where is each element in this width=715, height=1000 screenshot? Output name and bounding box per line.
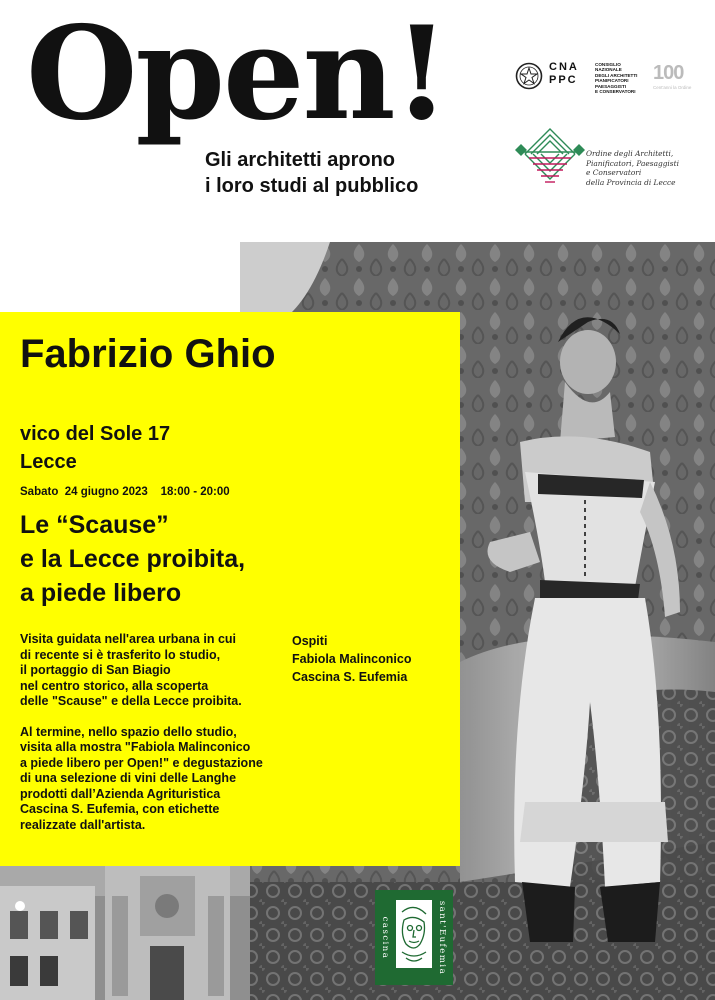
cascina-logo (375, 890, 453, 985)
council-line: CONSIGLIO NAZIONALE (595, 62, 622, 73)
ordine-logo (515, 124, 700, 196)
council-line: DEGLI ARCHITETTI (595, 72, 638, 78)
ordine-line: e Conservatori (586, 168, 642, 178)
description-line: nel centro storico, alla scoperta (20, 678, 209, 693)
description-line: Cascina S. Eufemia, con etichette (20, 802, 220, 816)
address-city: Lecce (20, 451, 77, 473)
face-drawing-icon (396, 900, 432, 968)
event-title (20, 508, 245, 610)
centenary-subtext: Cent'anni la Ordine (653, 85, 692, 90)
event-title-line: Le “Scause” (20, 511, 169, 539)
description-line: Visita guidata nell'area urbana in cui (20, 632, 237, 646)
event-description (20, 632, 290, 833)
ordine-text (586, 149, 701, 187)
poster-subtitle (205, 147, 418, 199)
description-line: di una selezione di vini delle Langhe (20, 771, 237, 785)
cnappc-logo (515, 61, 700, 95)
council-text (595, 62, 647, 94)
architect-name: Fabrizio Ghio (20, 332, 276, 376)
ordine-line: Pianificatori, Paesaggisti (586, 158, 679, 168)
cna-line-2: PPC (549, 74, 578, 86)
guest-name: Cascina S. Eufemia (292, 670, 408, 684)
council-line: PAESAGGISTI (595, 83, 627, 89)
republic-emblem-icon (515, 62, 543, 90)
council-line: PIANIFICATORI (595, 78, 629, 84)
town-photo (0, 866, 250, 1000)
ordine-line: Ordine degli Architetti, (586, 149, 674, 158)
event-title-line: e la Lecce proibita, (20, 545, 246, 573)
studio-address (20, 420, 170, 476)
cascina-face-panel (396, 900, 432, 968)
description-line: visita alla mostra "Fabiola Malinconico (20, 740, 251, 754)
description-line: delle "Scause" e della Lecce proibita. (20, 694, 242, 708)
event-date-time: Sabato 24 giugno 2023 18:00 - 20:00 (20, 486, 230, 498)
sant-eufemia-text: sant'Eufemia (437, 900, 447, 975)
poster-title: Open! (26, 0, 448, 149)
address-street: vico del Sole 17 (20, 423, 171, 445)
council-line: E CONSERVATORI (595, 89, 636, 95)
description-line: a piede libero per Open!" e degustazione (20, 755, 263, 770)
ordine-line: della Provincia di Lecce (586, 177, 676, 187)
event-title-line: a piede libero (20, 579, 182, 607)
subtitle-line-1: Gli architetti aprono (205, 149, 396, 171)
centenary-number: 100 (653, 62, 684, 84)
guest-name: Fabiola Malinconico (292, 652, 412, 666)
description-line: di recente si è trasferito lo studio, (20, 647, 221, 662)
cna-line-1: CNA (549, 61, 579, 73)
guests-label: Ospiti (292, 634, 328, 648)
description-line: Al termine, nello spazio dello studio, (20, 724, 237, 739)
description-line: prodotti dall’Azienda Agrituristica (20, 786, 221, 801)
cascina-text: cascina (380, 916, 390, 959)
description-line: il portaggio di San Biagio (20, 663, 171, 677)
description-line: realizzate dall'artista. (20, 817, 146, 832)
paragraph-gap (20, 710, 290, 725)
ordine-lattice-icon (515, 124, 585, 196)
guests-block (292, 632, 411, 686)
subtitle-line-2: i loro studi al pubblico (205, 175, 419, 197)
cna-text (549, 61, 579, 87)
